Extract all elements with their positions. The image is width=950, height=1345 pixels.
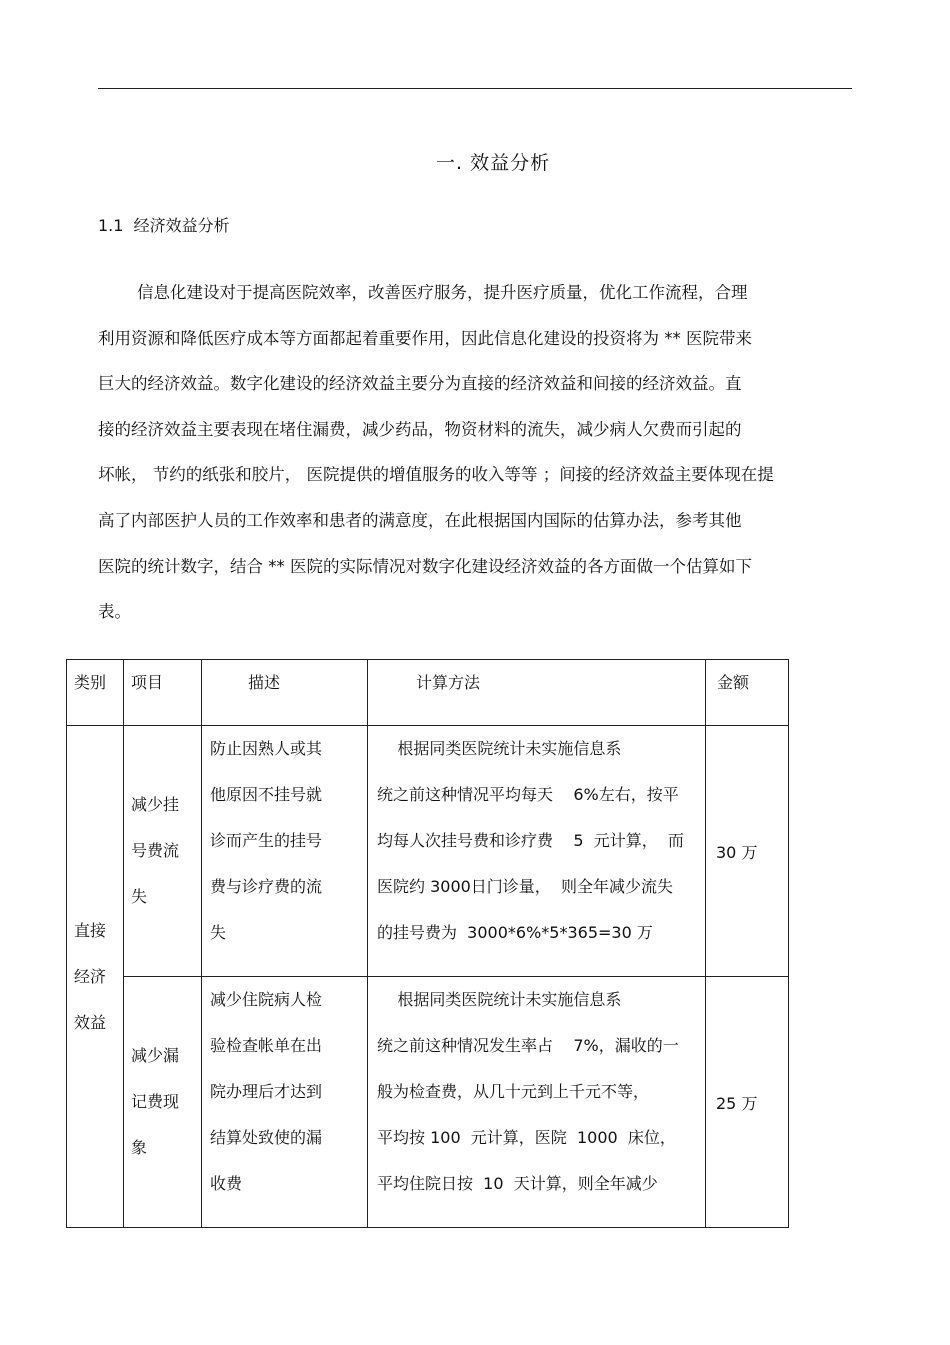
subsection-title: 经济效益分析: [133, 216, 230, 235]
header-amount: 金额: [706, 660, 789, 726]
description-line: 诊而产生的挂号: [210, 831, 323, 850]
top-rule: [98, 88, 852, 89]
item-line: 记费现: [131, 1092, 180, 1111]
category-line: 经济: [74, 966, 107, 986]
category-line: 效益: [74, 1012, 107, 1032]
item-line: 减少挂: [131, 795, 180, 814]
subsection-number: 1.1: [98, 216, 124, 235]
paragraph-line: 表。: [98, 602, 131, 621]
description-line: 费与诊疗费的流: [210, 877, 323, 896]
item-cell: [124, 977, 202, 1228]
description-line: 他原因不挂号就: [210, 785, 323, 804]
method-line: 医院约 3000日门诊量， 则全年减少流失: [377, 877, 673, 896]
method-line: 般为检查费，从几十元到上千元不等，: [377, 1082, 650, 1101]
description-line: 院办理后才达到: [210, 1082, 323, 1101]
item-line: 号费流: [131, 841, 180, 860]
method-line: 平均按 100 元计算，医院 1000 床位，: [377, 1128, 676, 1147]
description-line: 失: [210, 923, 227, 942]
description-line: 结算处致使的漏: [210, 1128, 323, 1147]
category-cell: [67, 726, 124, 1228]
method-line: 平均住院日按 10 天计算，则全年减少: [377, 1174, 658, 1193]
method-line: 根据同类医院统计未实施信息系: [377, 739, 622, 758]
description-line: 验检查帐单在出: [210, 1036, 323, 1055]
category-line: 直接: [74, 920, 107, 940]
amount-cell: 30 万: [706, 726, 789, 977]
paragraph-line: 信息化建设对于提高医院效率，改善医疗服务，提升医疗质量，优化工作流程，合理: [137, 283, 748, 302]
paragraph-line: 坏帐， 节约的纸张和胶片， 医院提供的增值服务的收入等等 ；间接的经济效益主要体现在提: [98, 465, 774, 484]
subsection-heading: [98, 213, 230, 236]
method-cell: [368, 977, 706, 1228]
description-cell: [202, 726, 368, 977]
method-line: 统之前这种情况平均每天 6%左右，按平: [377, 785, 679, 804]
item-line: 象: [131, 1138, 148, 1157]
method-line: 均每人次挂号费和诊疗费 5 元计算， 而: [377, 831, 684, 850]
table-row: [67, 726, 789, 977]
paragraph-line: 巨大的经济效益。数字化建设的经济效益主要分为直接的经济效益和间接的经济效益。直: [98, 374, 742, 393]
header-category: 类别: [67, 660, 124, 726]
amount-cell: 25 万: [706, 977, 789, 1228]
method-line: 统之前这种情况发生率占 7%，漏收的一: [377, 1036, 679, 1055]
method-line: 的挂号费为 3000*6%*5*365=30 万: [377, 923, 653, 942]
method-line: 根据同类医院统计未实施信息系: [377, 990, 622, 1009]
description-line: 减少住院病人检: [210, 990, 323, 1009]
item-line: 失: [131, 887, 148, 906]
paragraph-line: 高了内部医护人员的工作效率和患者的满意度，在此根据国内国际的估算办法，参考其他: [98, 511, 742, 530]
section-title: 一. 效益分析: [436, 152, 551, 174]
header-item: 项目: [124, 660, 202, 726]
item-line: 减少漏: [131, 1046, 180, 1065]
method-cell: [368, 726, 706, 977]
description-line: 防止因熟人或其: [210, 739, 323, 758]
paragraph-line: 接的经济效益主要表现在堵住漏费，减少药品，物资材料的流失，减少病人欠费而引起的: [98, 420, 742, 439]
description-cell: [202, 977, 368, 1228]
benefit-table: [66, 659, 789, 1228]
table-header-row: [67, 660, 789, 726]
header-method: 计算方法: [368, 660, 706, 726]
description-line: 收费: [210, 1174, 243, 1193]
paragraph-line: 医院的统计数字，结合 ** 医院的实际情况对数字化建设经济效益的各方面做一个估算如下: [98, 557, 752, 576]
table-row: [67, 977, 789, 1228]
header-description: 描述: [202, 660, 368, 726]
paragraph-line: 利用资源和降低医疗成本等方面都起着重要作用，因此信息化建设的投资将为 ** 医院带来: [98, 329, 752, 348]
item-cell: [124, 726, 202, 977]
